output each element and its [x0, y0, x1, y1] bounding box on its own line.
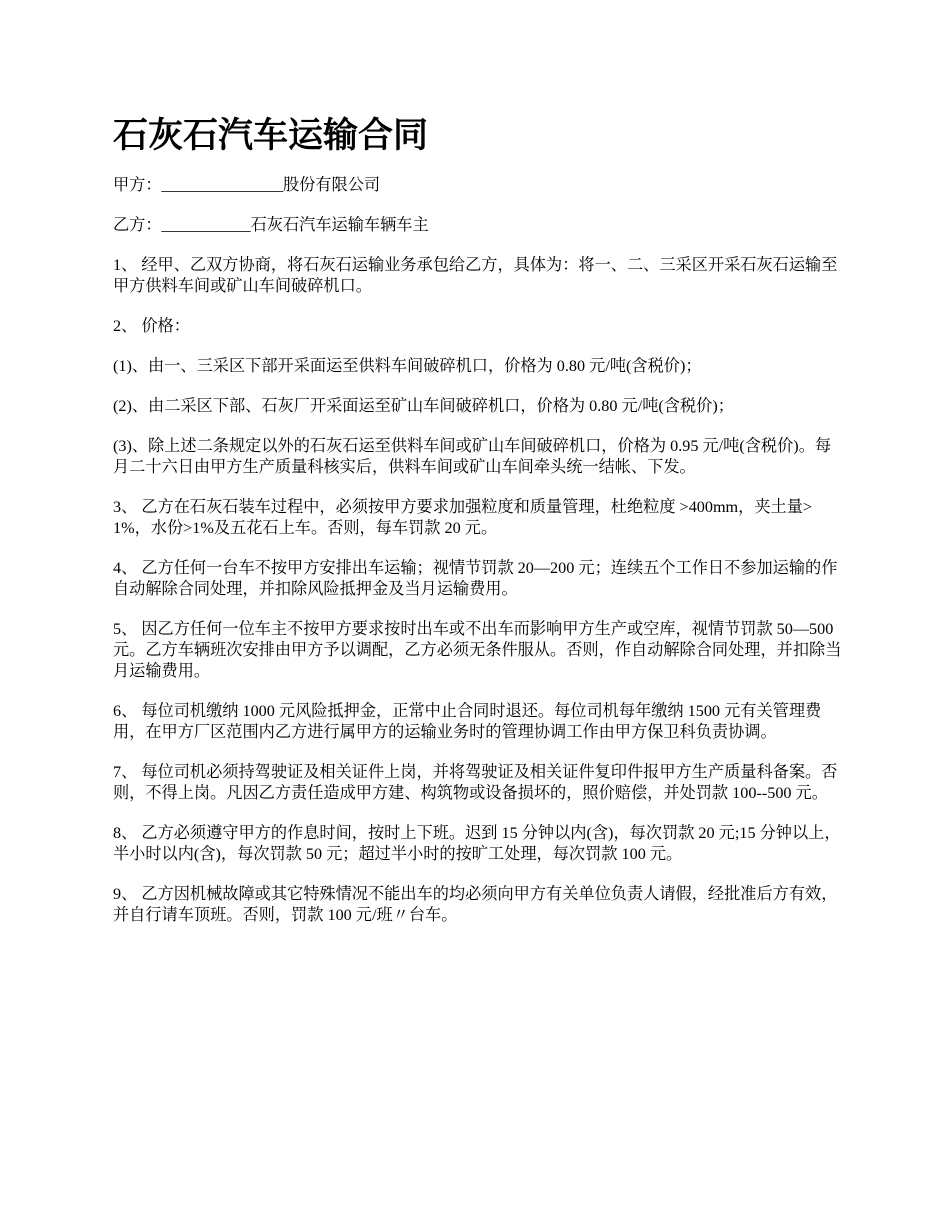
document-page: [113, 112, 843, 945]
clause-2-price-heading: 2、 价格：: [113, 317, 190, 335]
clause-7: 7、 每位司机必须持驾驶证及相关证件上岗，并将驾驶证及相关证件复印件报甲方生产质量科备案。否则，不得上岗。凡因乙方责任造成甲方建、构筑物或设备损坏的，照价赔偿，并处罚款 100--500 元。: [113, 763, 838, 802]
price-item-3: (3)、除上述二条规定以外的石灰石运至供料车间或矿山车间破碎机口，价格为 0.95 元/吨(含税价)。每月二十六日由甲方生产质量科核实后，供料车间或矿山车间牵头统一结帐、下发。: [113, 437, 832, 476]
document-title: 石灰石汽车运输合同: [113, 115, 429, 156]
party-a-line: 甲方：_______________股份有限公司: [113, 176, 381, 194]
clause-8: 8、 乙方必须遵守甲方的作息时间，按时上下班。迟到 15 分钟以内(含)，每次罚款 20 元;15 分钟以上，半小时以内(含)，每次罚款 50 元；超过半小时的按旷工处理，每次罚款 100 元。: [113, 824, 841, 863]
clause-9: 9、 乙方因机械故障或其它特殊情况不能出车的均必须向甲方有关单位负责人请假，经批准后方有效，并自行请车顶班。否则，罚款 100 元/班〃台车。: [113, 885, 838, 924]
price-item-1: (1)、由一、三采区下部开采面运至供料车间破碎机口，价格为 0.80 元/吨(含税价)；: [113, 357, 702, 375]
clause-3: 3、 乙方在石灰石装车过程中，必须按甲方要求加强粒度和质量管理，杜绝粒度 >400mm，夹土量>1%，水份>1%及五花石上车。否则，每车罚款 20 元。: [113, 498, 813, 537]
party-b-line: 乙方：___________石灰石汽车运输车辆车主: [113, 216, 429, 234]
clause-5: 5、 因乙方任何一位车主不按甲方要求按时出车或不出车而影响甲方生产或空库，视情节罚款 50—500 元。乙方车辆班次安排由甲方予以调配，乙方必须无条件服从。否则，作自动解除合同处理，并扣除当月运输费用。: [113, 620, 842, 680]
clause-1: 1、 经甲、乙双方协商，将石灰石运输业务承包给乙方，具体为：将一、二、三采区开采石灰石运输至甲方供料车间或矿山车间破碎机口。: [113, 256, 838, 295]
price-item-2: (2)、由二采区下部、石灰厂开采面运至矿山车间破碎机口，价格为 0.80 元/吨(含税价)；: [113, 397, 734, 415]
clause-4: 4、 乙方任何一台车不按甲方安排出车运输；视情节罚款 20—200 元；连续五个工作日不参加运输的作自动解除合同处理，并扣除风险抵押金及当月运输费用。: [113, 559, 838, 598]
clause-6: 6、 每位司机缴纳 1000 元风险抵押金，正常中止合同时退还。每位司机每年缴纳 1500 元有关管理费用，在甲方厂区范围内乙方进行属甲方的运输业务时的管理协调工作由甲方保卫科负责协调。: [113, 702, 822, 741]
